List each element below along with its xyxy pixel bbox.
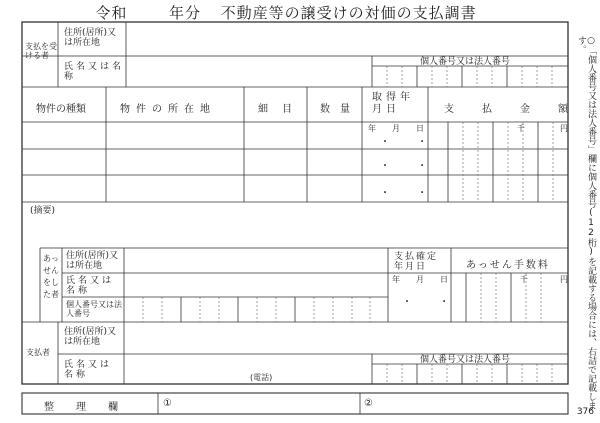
footer-slot1-label: ① — [163, 398, 172, 409]
broker-section-label: あっせんをした者 — [43, 254, 59, 299]
broker-date-dots: ・ ・ — [402, 297, 462, 308]
date-unit-month: 月 — [392, 124, 400, 133]
header-quantity: 数量 — [320, 104, 360, 115]
footer-slot2-label: ② — [364, 398, 373, 409]
payee-number-field[interactable] — [374, 67, 566, 86]
header-details: 細目 — [258, 104, 306, 115]
payer-address-field[interactable] — [126, 324, 566, 352]
broker-fee-label: あっせん手数料 — [466, 260, 550, 271]
broker-date-unit-month: 月 — [416, 275, 424, 284]
date-unit-day: 日 — [416, 124, 424, 133]
broker-number-label: 個人番号又は法人番号 — [66, 300, 122, 318]
row3-location-cell[interactable] — [108, 177, 242, 201]
row2-type-cell[interactable] — [24, 151, 104, 174]
broker-number-field[interactable] — [126, 299, 386, 321]
title-main: 不動産等の譲受けの対価の支払調書 — [220, 4, 477, 22]
date-unit-year: 年 — [368, 124, 376, 133]
header-property-type: 物件の種類 — [36, 104, 86, 115]
payer-phone-label: (電話) — [250, 373, 273, 382]
payer-name-field[interactable] — [126, 356, 370, 382]
side-note: ○「個人番号又は法人番号」欄に個人番号(12桁)を記載する場合には、右詰で記載します。 — [575, 36, 596, 410]
title-year-label: 年分 — [168, 4, 201, 22]
payer-number-label: 個人番号又は法人番号 — [420, 355, 511, 365]
broker-name-label: 氏名又は名称 — [66, 276, 115, 296]
payee-name-label: 氏名又は名称 — [64, 62, 125, 82]
broker-money-unit-thousand: 千 — [520, 275, 528, 284]
payer-name-label: 氏名又は名称 — [64, 360, 113, 380]
broker-date-unit-year: 年 — [392, 275, 400, 284]
payee-name-field[interactable] — [128, 58, 370, 85]
payer-number-field[interactable] — [374, 365, 566, 383]
date-dots-row2: ・ ・ — [380, 161, 440, 172]
payee-address-field[interactable] — [128, 24, 564, 54]
money-unit-thousand: 千 — [517, 124, 525, 133]
page-number: 376 — [576, 407, 594, 417]
row1-location-cell[interactable] — [108, 124, 242, 148]
title-era: 令和 — [95, 4, 128, 22]
row3-type-cell[interactable] — [24, 177, 104, 201]
memo-label: (摘要) — [30, 206, 56, 216]
date-dots-row1: ・ ・ — [380, 137, 440, 148]
header-acquisition-date: 取得年月日 — [372, 92, 414, 115]
broker-address-label: 住所(居所)又は所在地 — [66, 251, 119, 271]
payer-address-label: 住所(居所)又は所在地 — [64, 327, 117, 347]
header-payment-amount: 支払金額 — [444, 104, 596, 115]
payee-address-label: 住所(居所)又は所在地 — [64, 28, 117, 48]
footer-slot1-field[interactable] — [176, 395, 358, 412]
date-dots-row3: ・ ・ — [380, 188, 440, 199]
payee-section-label: 支払を受ける者 — [25, 42, 57, 60]
broker-date-unit-day: 日 — [440, 275, 448, 284]
broker-confirm-date-label: 支払確定年月日 — [394, 252, 439, 272]
broker-address-field[interactable] — [126, 250, 386, 272]
memo-field[interactable] — [24, 218, 566, 246]
footer-label: 整理欄 — [44, 402, 140, 413]
footer-slot2-field[interactable] — [378, 395, 566, 412]
row2-location-cell[interactable] — [108, 151, 242, 174]
broker-name-field[interactable] — [126, 275, 386, 296]
header-property-location: 物件の所在地 — [120, 104, 216, 115]
row1-type-cell[interactable] — [24, 124, 104, 148]
payer-section-label: 支払者 — [26, 348, 50, 357]
broker-money-unit-yen: 円 — [560, 275, 568, 284]
money-unit-yen: 円 — [560, 124, 568, 133]
payee-number-label: 個人番号又は法人番号 — [420, 57, 511, 67]
